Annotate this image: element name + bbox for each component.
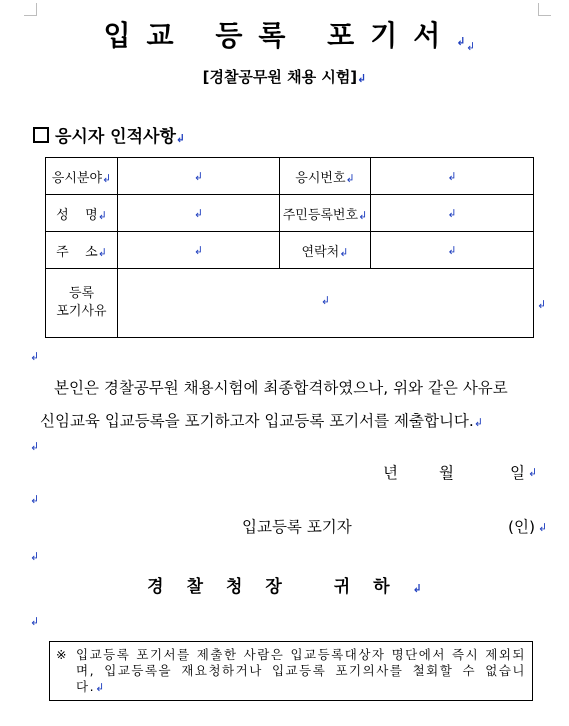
paragraph-mark: ↲	[95, 681, 106, 694]
table-row	[46, 269, 534, 338]
resident-number-label-cell	[280, 195, 371, 232]
document-subtitle	[0, 66, 569, 87]
paragraph-mark: ↲	[537, 298, 547, 311]
paragraph-mark: ↲	[358, 208, 368, 222]
paragraph-mark: ↲	[175, 132, 186, 145]
table-row	[46, 195, 534, 232]
applicant-info-table	[45, 157, 534, 338]
contact-value-cell[interactable]	[371, 232, 534, 269]
paragraph-mark: ↲	[97, 245, 107, 259]
declaration-line-1-text: 본인은 경찰공무원 채용시험에 최종합격하였으나, 위와 같은 사유로	[54, 379, 508, 397]
contact-label: 연락처	[301, 244, 340, 260]
date-day-label: 일	[510, 464, 525, 482]
address-value-cell[interactable]	[118, 232, 280, 269]
paragraph-mark: ↲	[193, 169, 204, 183]
contact-label-cell	[280, 232, 371, 269]
name-value-cell[interactable]	[118, 195, 280, 232]
paragraph-mark: ↲	[528, 466, 538, 479]
section-heading	[33, 122, 185, 147]
paragraph-mark: ↲	[412, 582, 422, 595]
paragraph-mark: ↲	[447, 169, 457, 183]
paragraph-mark: ↲	[456, 35, 466, 48]
addressee	[0, 572, 569, 597]
paragraph-mark: ↲	[339, 245, 349, 259]
resident-number-value-cell[interactable]	[371, 195, 534, 232]
addressee-text: 경찰청장 귀하	[147, 577, 413, 597]
exam-number-label: 응시번호	[295, 170, 346, 186]
notice-text	[76, 647, 526, 696]
name-label-cell	[46, 195, 118, 232]
notice-box	[49, 641, 533, 701]
paragraph-mark: ↲	[102, 171, 112, 185]
subtitle-text: [경찰공무원 채용 시험]	[202, 68, 358, 86]
resident-number-label: 주민등록번호	[282, 207, 359, 223]
paragraph-mark: ↲	[466, 40, 476, 53]
paragraph-mark: ↲	[30, 440, 40, 453]
paragraph-mark: ↲	[357, 72, 367, 85]
paragraph-mark: ↲	[447, 243, 457, 257]
notice-text-content: 입교등록 포기서를 제출한 사람은 입교등록대상자 명단에서 즉시 제외되며, 입교등록을 재요청하거나 입교등록 포기의사를 철회할 수 없습니다.	[76, 647, 526, 694]
declaration-line-2-text: 신임교육 입교등록을 포기하고자 입교등록 포기서를 제출합니다.	[40, 412, 474, 430]
paragraph-mark: ↲	[30, 615, 40, 628]
paragraph-mark: ↲	[320, 294, 331, 307]
declaration-line-1	[46, 372, 546, 405]
reason-label-line2: 포기사유	[56, 304, 107, 319]
section-heading-text: 응시자 인적사항	[55, 127, 176, 147]
table-row	[46, 232, 534, 269]
signer-label: 입교등록 포기자	[242, 518, 352, 536]
paragraph-mark: ↲	[30, 550, 40, 563]
paragraph-mark: ↲	[447, 206, 457, 220]
exam-field-value-cell[interactable]	[118, 158, 280, 195]
document-title	[0, 14, 569, 54]
table-row	[46, 158, 534, 195]
paragraph-mark: ↲	[97, 208, 107, 222]
date-month-label: 월	[439, 464, 454, 482]
declaration-line-2	[40, 405, 546, 439]
title-text: 입교 등록 포기서	[103, 19, 457, 52]
checkbox-square-icon	[33, 127, 49, 143]
address-label: 주 소	[56, 244, 98, 260]
paragraph-mark: ↲	[473, 416, 484, 429]
address-label-cell	[46, 232, 118, 269]
reason-value-cell[interactable]	[118, 269, 534, 338]
paragraph-mark: ↲	[538, 521, 548, 534]
paragraph-mark: ↲	[345, 171, 355, 185]
declaration-paragraph	[40, 372, 546, 439]
exam-number-value-cell[interactable]	[371, 158, 534, 195]
exam-number-label-cell	[280, 158, 371, 195]
exam-field-label: 응시분야	[51, 170, 102, 186]
paragraph-mark: ↲	[193, 243, 204, 257]
date-year-label: 년	[383, 464, 398, 482]
exam-field-label-cell	[46, 158, 118, 195]
paragraph-mark: ↲	[193, 206, 204, 220]
reference-mark-icon: ※	[56, 647, 67, 662]
name-label: 성 명	[56, 207, 98, 223]
reason-label-cell	[46, 269, 118, 338]
paragraph-mark: ↲	[30, 493, 40, 506]
seal-label: (인)	[508, 518, 536, 536]
paragraph-mark: ↲	[30, 350, 40, 363]
reason-label-line1: 등록	[68, 286, 95, 301]
